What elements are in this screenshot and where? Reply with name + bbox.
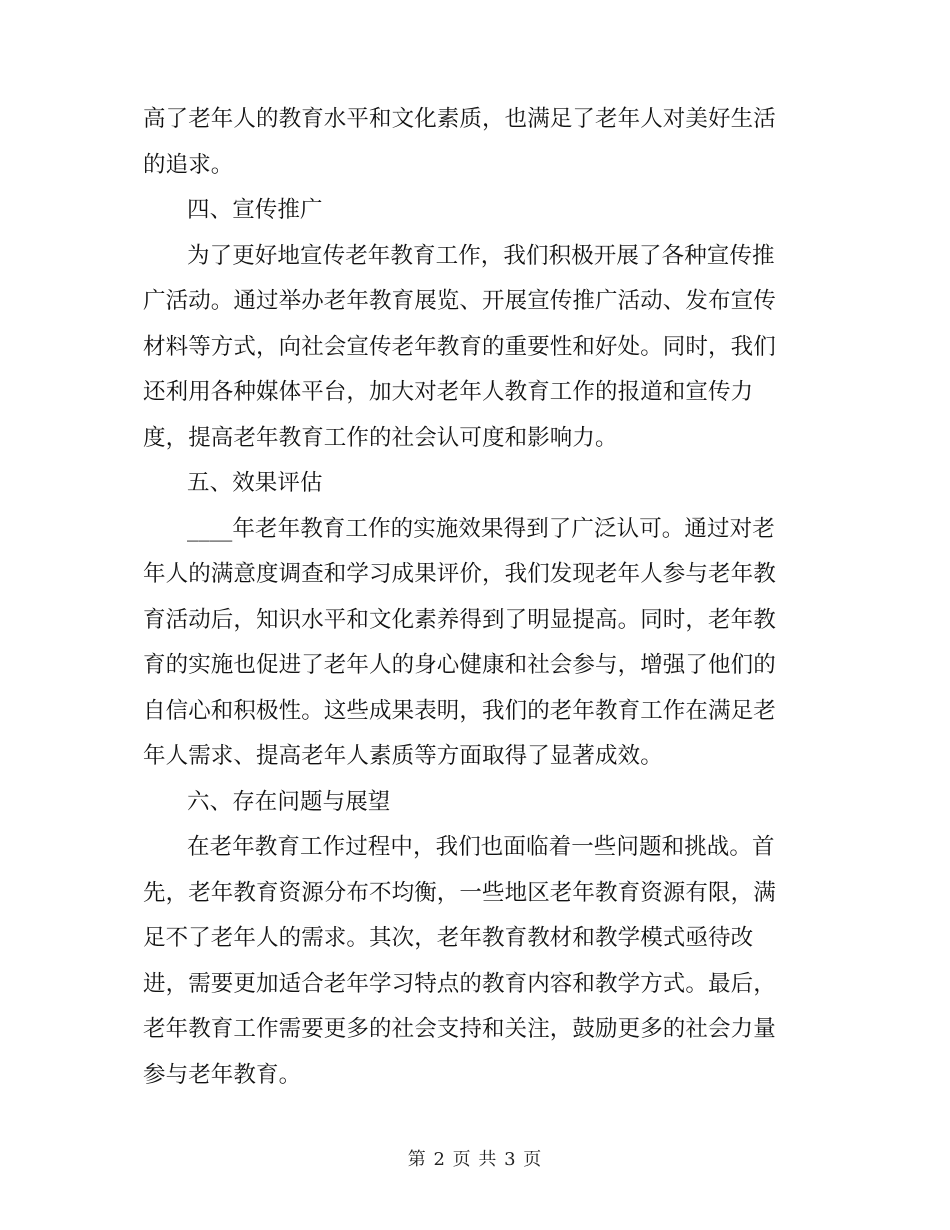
text-line: 为了更好地宣传老年教育工作，我们积极开展了各种宣传推 <box>187 242 775 269</box>
text-line: 自信心和积极性。这些成果表明，我们的老年教育工作在满足老 <box>143 697 776 724</box>
text-line: ____年老年教育工作的实施效果得到了广泛认可。通过对老 <box>187 515 775 542</box>
text-line: 老年教育工作需要更多的社会支持和关注，鼓励更多的社会力量 <box>143 1016 776 1042</box>
text-line: 育的实施也促进了老年人的身心健康和社会参与，增强了他们的 <box>143 652 776 678</box>
text-line: 育活动后，知识水平和文化素养得到了明显提高。同时，老年教 <box>143 606 776 633</box>
text-line: 度，提高老年教育工作的社会认可度和影响力。 <box>143 424 618 451</box>
text-line: 年人需求、提高老年人素质等方面取得了显著成效。 <box>143 743 663 769</box>
text-line: 材料等方式，向社会宣传老年教育的重要性和好处。同时，我们 <box>143 333 776 360</box>
page-number-footer: 第 2 页 共 3 页 <box>407 1149 543 1170</box>
text-line: 足不了老年人的需求。其次，老年教育教材和教学模式亟待改 <box>143 925 754 951</box>
text-line: 在老年教育工作过程中，我们也面临着一些问题和挑战。首 <box>187 834 775 860</box>
text-line: 的追求。 <box>143 151 234 178</box>
text-line: 年人的满意度调查和学习成果评价，我们发现老年人参与老年教 <box>143 561 776 587</box>
text-line: 参与老年教育。 <box>143 1061 302 1088</box>
text-line: 六、存在问题与展望 <box>187 788 391 815</box>
text-line: 广活动。通过举办老年教育展览、开展宣传推广活动、发布宣传 <box>143 288 776 314</box>
text-line: 五、效果评估 <box>187 470 323 496</box>
document-body <box>143 97 807 1098</box>
text-line: 进，需要更加适合老年学习特点的教育内容和教学方式。最后， <box>143 970 776 997</box>
text-line: 还利用各种媒体平台，加大对老年人教育工作的报道和宣传力 <box>143 379 754 405</box>
text-line: 四、宣传推广 <box>187 197 323 223</box>
text-line: 先，老年教育资源分布不均衡，一些地区老年教育资源有限，满 <box>143 879 776 906</box>
text-line: 高了老年人的教育水平和文化素质，也满足了老年人对美好生活 <box>143 106 776 132</box>
